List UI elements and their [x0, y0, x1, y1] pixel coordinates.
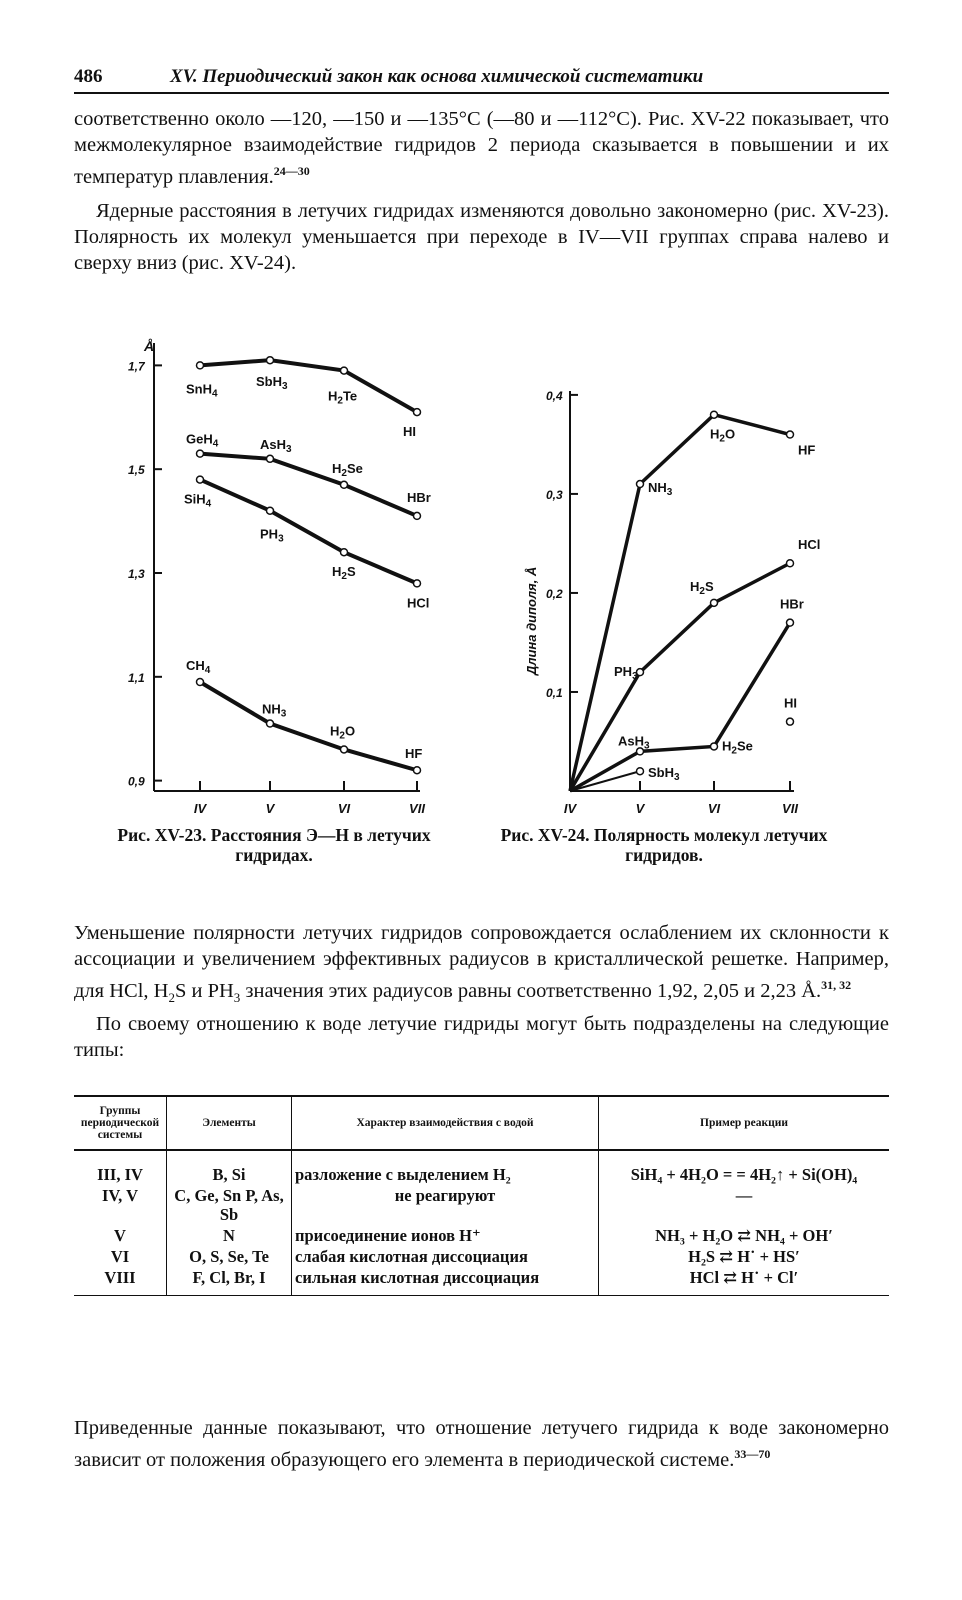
chart2-point-label: $PH_3$: [614, 664, 638, 683]
chart2-point-label: HBr: [780, 596, 804, 612]
chart2-point: [711, 411, 718, 418]
chart2-point: [787, 431, 794, 438]
chart2-y-tick-label: 0,1: [546, 685, 563, 700]
chart2-point: [787, 560, 794, 567]
chart2-point: [637, 481, 644, 488]
chart2-point-label: $H_2Se$: [722, 738, 753, 757]
chart1-point: [341, 481, 348, 488]
chart1-point: [414, 512, 421, 519]
chart2-point-label: $H_2O$: [710, 426, 736, 445]
ref-3: 31, 32: [821, 978, 852, 992]
chart1-x-tick-label: IV: [193, 801, 207, 815]
table-row: VIII F, Cl, Br, I сильная кислотная диссоциация HCl ⇄ H˙ + Cl′: [74, 1267, 889, 1295]
chart1-point: [341, 549, 348, 556]
chart1-point-label: HCl: [407, 595, 430, 611]
chart1-y-unit: Å: [144, 338, 155, 354]
table-row: IV, V C, Ge, Sn P, As, Sb не реагируют —: [74, 1185, 889, 1225]
running-title: XV. Периодический закон как основа химической систематики: [170, 66, 704, 87]
chart1-y-tick-label: 1,3: [128, 567, 145, 581]
chart2-y-tick-label: 0,3: [546, 487, 563, 502]
figures: [74, 335, 889, 895]
paragraph-5: Приведенные данные показывают, что отношение летучего гидрида к воде закономерно зависит от положения образующего его элемента в периодической системе.$^{33—70}$: [74, 1417, 889, 1471]
chart1-point-label: $H_2O$: [330, 723, 356, 742]
chart2-point: [637, 768, 644, 775]
chart1-point: [414, 767, 421, 774]
chart2-point-label: HCl: [798, 537, 821, 553]
chart2-x-tick-label: VII: [782, 801, 798, 815]
table-row: VI O, S, Se, Te слабая кислотная диссоциация H₂S ⇄ H˙ + HS′: [74, 1246, 889, 1267]
chart1-x-tick-label: VII: [409, 801, 425, 815]
table-row: V N присоединение ионов H⁺ NH₃ + H₂O ⇄ NH₄ + OH′: [74, 1225, 889, 1246]
chart2-x-tick-label: IV: [563, 801, 577, 815]
chart2-y-tick-label: 0,2: [546, 586, 563, 601]
chart1-point-label: GeH$_4$: [186, 431, 219, 450]
chart2-x-tick-label: V: [635, 801, 645, 815]
page-header: [74, 60, 889, 94]
chart1-point-label: SnH$_4$: [186, 381, 218, 400]
chart1-point: [197, 679, 204, 686]
chart1-y-tick-label: 1,5: [128, 463, 145, 478]
chart2-point-label: AsH$_3$: [618, 733, 650, 752]
chart1-point-label: HF: [405, 746, 423, 762]
chart2-isolated-point: [787, 718, 794, 725]
chart1-series-line: [200, 682, 417, 770]
chart2-point: [711, 599, 718, 606]
chart1-series-line: [200, 480, 417, 584]
chart1-series-line: [200, 454, 417, 516]
chart1-point: [267, 507, 274, 514]
paragraph-4: По своему отношению к воде летучие гидриды могут быть подразделены на следующие типы:: [74, 1012, 889, 1061]
chart2-point-label: $H_2S$: [690, 578, 714, 597]
col-elements: Элементы: [167, 1096, 292, 1150]
hydrides-table: [74, 1095, 889, 1296]
chart1-point: [197, 476, 204, 483]
chart1-point: [267, 720, 274, 727]
chart1-point-label: $H_2Se$: [332, 460, 363, 479]
table-bottom-rule: [74, 1295, 889, 1296]
caption-fig-23: Рис. XV-23. Расстояния Э—Н в летучих гидридах.: [117, 825, 431, 865]
table-row: III, IV B, Si разложение с выделением H₂ SiH₄ + 4H₂O = = 4H₂↑ + Si(OH)₄: [74, 1150, 889, 1185]
chart1-point-label: $H_2Te$: [328, 388, 358, 407]
chart1-point: [267, 357, 274, 364]
chart2-point-label: $NH_3$: [648, 480, 673, 499]
chart1-point: [341, 367, 348, 374]
chart2-point: [711, 743, 718, 750]
paragraph-2: Ядерные расстояния в летучих гидридах изменяются довольно закономерно (рис. XV-23). Полярность их молекул уменьшается при переходе в IV—VII группах справа налево и сверху вниз (рис. XV-24).: [74, 199, 889, 274]
charts-canvas: [74, 335, 889, 815]
chart1-x-tick-label: V: [265, 801, 275, 815]
paragraph-3: Уменьшение полярности летучих гидридов сопровождается ослаблением их склонности к ассоциации и увеличением эффективных радиусов в кристаллической решетке. Например, для HCl, $H_2S$ и $PH_3$ значения этих радиусов равны соответственно 1,92, 2,05 и 2,23 Å.$^{31, 32}$ По своему отношению к воде летучие гидриды могут быть подразделены на следующие типы:: [74, 922, 889, 1061]
chart1-point-label: HI: [403, 424, 416, 440]
chart1-point: [414, 580, 421, 587]
chart1-y-tick-label: 0,9: [128, 774, 145, 789]
chart1-point: [414, 409, 421, 416]
chart1-series-line: [200, 360, 417, 412]
chart1-y-tick-label: 1,7: [128, 359, 145, 374]
chart1-point-label: HBr: [407, 489, 431, 505]
paragraph-1: соответственно около —120, —150 и —135°C (—80 и —112°C). Рис. XV-22 показывает, что межмолекулярное взаимодействие гидридов 2 периода сказывается в повышении и их температур плавления.$^{24—30}$: [74, 108, 889, 188]
chart1-point-label: AsH$_3$: [260, 436, 292, 455]
chart2-y-axis-label: Длина диполя, Å: [524, 566, 539, 675]
chart1-point: [267, 455, 274, 462]
chart1-point: [197, 362, 204, 369]
caption-fig-24: Рис. XV-24. Полярность молекул летучих гидридов.: [500, 825, 828, 865]
col-character: Характер взаимодействия с водой: [292, 1096, 599, 1150]
chart1-point-label: $CH_4$: [186, 658, 211, 676]
chart1-x-tick-label: VI: [337, 801, 351, 815]
table-header-row: [74, 1096, 889, 1150]
chart1-point: [341, 746, 348, 753]
chart2-point: [637, 748, 644, 755]
book-page: [74, 60, 889, 1471]
chart2-point-label: HF: [798, 442, 816, 458]
col-reaction: Пример реакции: [599, 1096, 890, 1150]
chart2-y-tick-label: 0,4: [546, 388, 563, 403]
chart1-point-label: SbH$_3$: [256, 374, 288, 393]
ref-1: 24—30: [273, 164, 310, 178]
chart1-point-label: $NH_3$: [262, 701, 287, 720]
chart1-point-label: SiH$_4$: [184, 491, 212, 510]
chart2-x-tick-label: VI: [707, 801, 721, 815]
chart2-point-label: SbH$_3$: [648, 765, 680, 784]
chart1-point: [197, 450, 204, 457]
chart1-point-label: $PH_3$: [260, 526, 284, 545]
ref-5: 33—70: [734, 1447, 771, 1461]
page-number: 486: [74, 66, 103, 87]
chart2-point: [787, 619, 794, 626]
chart1-y-tick-label: 1,1: [128, 670, 145, 685]
chart2-isolated-point-label: HI: [784, 695, 797, 711]
col-groups: Группы периодической системы: [74, 1096, 167, 1150]
chart1-point-label: $H_2S$: [332, 564, 356, 583]
